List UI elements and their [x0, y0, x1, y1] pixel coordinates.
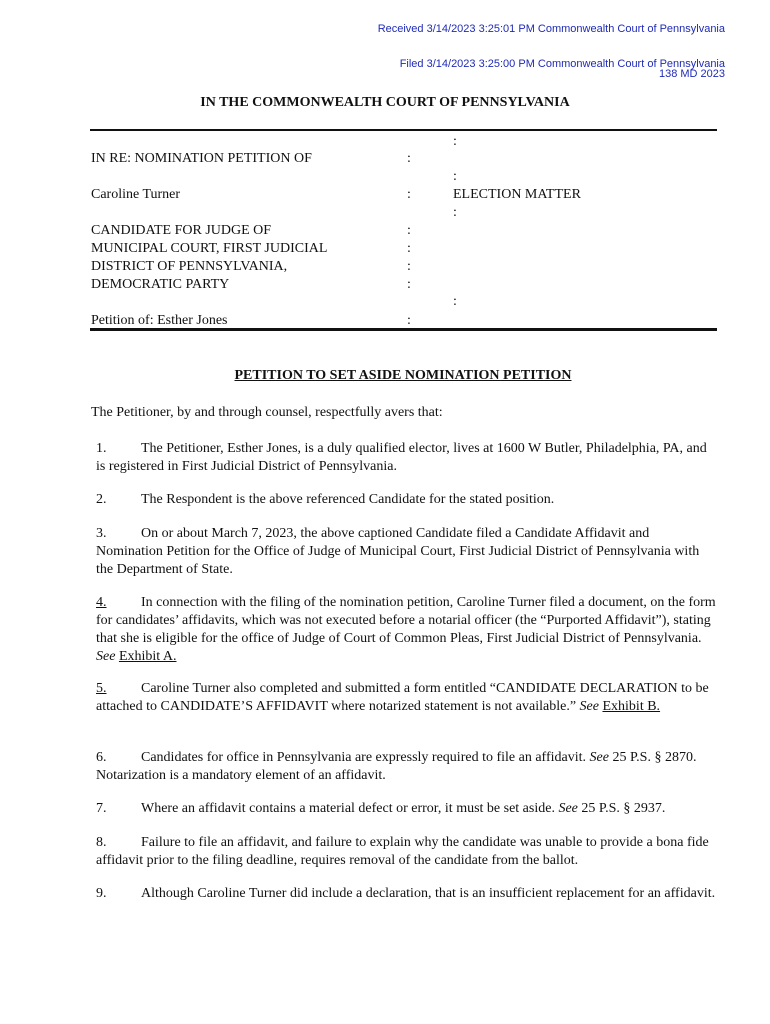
exhibit-b-reference: Exhibit B.: [602, 699, 661, 714]
paragraph-number: 2.: [96, 492, 107, 507]
caption-colon: :: [407, 223, 411, 238]
caption-colon: :: [407, 259, 411, 274]
paragraph-text: On or about March 7, 2023, the above captioned Candidate filed a Candidate Affidavit and Nomination Petition for the Office of Judge of Municipal Court, First Judicial District of Pennsylvania with the Department of State.: [96, 526, 700, 577]
paragraph-text: Caroline Turner also completed and submitted a form entitled “CANDIDATE DECLARATION to be attached to CANDIDATE’S AFFIDAVIT where notarized statement is not available.”: [96, 681, 709, 714]
paragraph-9: [96, 885, 716, 903]
intro-text: The Petitioner, by and through counsel, respectfully avers that:: [91, 405, 443, 420]
paragraph-number: 8.: [96, 835, 107, 850]
caption-colon: :: [407, 241, 411, 256]
petition-title: PETITION TO SET ASIDE NOMINATION PETITION: [234, 368, 572, 383]
paragraph-text: Although Caroline Turner did include a declaration, that is an insufficient replacement for an affidavit.: [141, 886, 716, 901]
caption-colon: :: [453, 134, 457, 149]
paragraph-7: [96, 800, 716, 818]
paragraph-text: Where an affidavit contains a material defect or error, it must be set aside.: [141, 801, 559, 816]
paragraph-text: In connection with the filing of the nomination petition, Caroline Turner filed a document, on the form for candidates’ affidavits, which was not executed before a notarial officer (the “Purported Affidavit”), stating that she is eligible for the office of Judge of Court of Common Pleas, First Judicial District of Pennsylvania.: [96, 595, 716, 646]
paragraph-number: 1.: [96, 441, 107, 456]
caption-colon: :: [407, 151, 411, 166]
exhibit-a-reference: Exhibit A.: [118, 649, 177, 664]
caption-candidate: Caroline Turner: [91, 187, 181, 202]
paragraph-8: [96, 834, 716, 870]
see-signal: See: [589, 750, 609, 765]
caption-position-line-3: DISTRICT OF PENNSYLVANIA,: [91, 259, 288, 274]
caption-position-line-4: DEMOCRATIC PARTY: [91, 277, 230, 292]
paragraph-number: 7.: [96, 801, 107, 816]
caption-in-re: IN RE: NOMINATION PETITION OF: [91, 151, 312, 166]
caption-election-matter: ELECTION MATTER: [453, 187, 581, 202]
paragraph-number: 6.: [96, 750, 107, 765]
see-signal: See: [96, 649, 116, 664]
paragraph-text: The Petitioner, Esther Jones, is a duly qualified elector, lives at 1600 W Butler, Philadelphia, PA, and is registered in First Judicial District of Pennsylvania.: [96, 441, 707, 474]
caption-colon: :: [407, 313, 411, 328]
paragraph-3: [96, 525, 716, 579]
received-stamp: Received 3/14/2023 3:25:01 PM Commonwealth Court of Pennsylvania: [377, 23, 725, 35]
paragraph-5: [96, 680, 716, 716]
docket-number: 138 MD 2023: [658, 68, 725, 80]
filed-stamp: Filed 3/14/2023 3:25:00 PM Commonwealth Court of Pennsylvania: [399, 58, 725, 70]
paragraph-citation: 25 P.S. § 2937.: [577, 801, 666, 816]
paragraph-1: [96, 440, 716, 476]
paragraph-text: The Respondent is the above referenced Candidate for the stated position.: [141, 492, 555, 507]
caption-top-rule: [90, 129, 717, 131]
caption-petition-of: Petition of: Esther Jones: [91, 313, 228, 328]
paragraph-number: 5.: [96, 681, 107, 696]
paragraph-number: 9.: [96, 886, 107, 901]
paragraph-text: Failure to file an affidavit, and failure to explain why the candidate was unable to provide a bona fide affidavit prior to the filing deadline, requires removal of the candidate from the ballot.: [96, 835, 709, 868]
paragraph-2: [96, 491, 716, 509]
paragraph-4: [96, 594, 716, 666]
court-title: IN THE COMMONWEALTH COURT OF PENNSYLVANIA: [200, 95, 570, 110]
caption-colon: :: [453, 294, 457, 309]
caption-bottom-rule: [90, 328, 717, 331]
paragraph-text: Candidates for office in Pennsylvania are expressly required to file an affidavit.: [141, 750, 590, 765]
paragraph-number: 4.: [96, 595, 107, 610]
caption-colon: :: [453, 169, 457, 184]
see-signal: See: [558, 801, 578, 816]
paragraph-number: 3.: [96, 526, 107, 541]
caption-position-line-2: MUNICIPAL COURT, FIRST JUDICIAL: [91, 241, 328, 256]
caption-position-line-1: CANDIDATE FOR JUDGE OF: [91, 223, 272, 238]
see-signal: See: [579, 699, 599, 714]
caption-colon: :: [407, 277, 411, 292]
caption-colon: :: [453, 205, 457, 220]
caption-colon: :: [407, 187, 411, 202]
paragraph-citation: 25 P.S. § 2870. Notarization is a mandatory element of an affidavit.: [96, 750, 697, 783]
paragraph-6: [96, 749, 716, 785]
